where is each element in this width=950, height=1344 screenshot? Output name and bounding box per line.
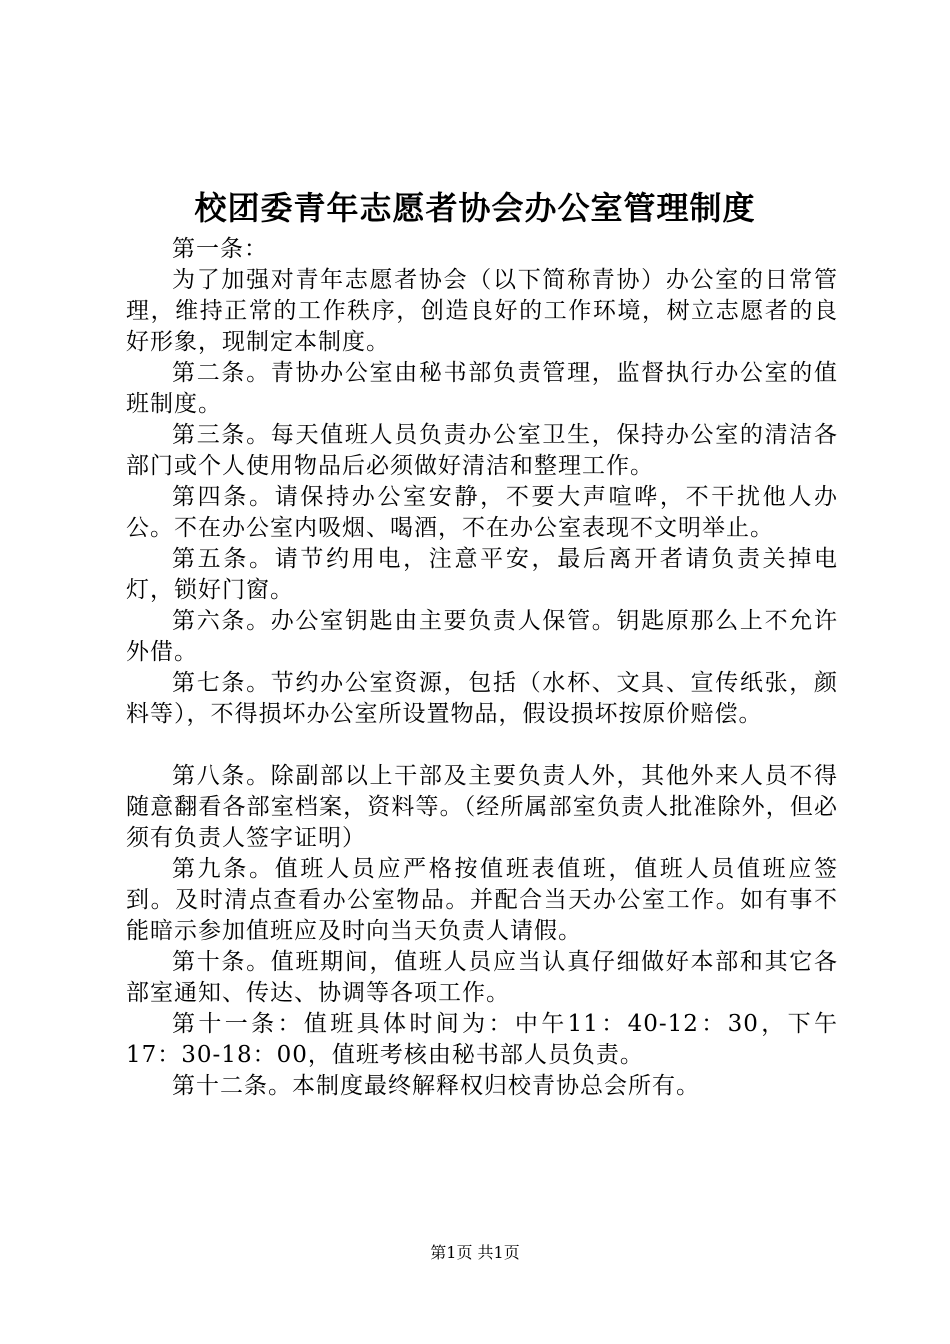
article-9: 第九条。值班人员应严格按值班表值班，值班人员值班应签到。及时清点查看办公室物品。并配合当天办公室工作。如有事不能暗示参加值班应及时向当天负责人请假。	[126, 856, 838, 944]
article-10: 第十条。值班期间，值班人员应当认真仔细做好本部和其它各部室通知、传达、协调等各项工作。	[126, 949, 838, 1006]
article-3: 第三条。每天值班人员负责办公室卫生，保持办公室的清洁各部门或个人使用物品后必须做好清洁和整理工作。	[126, 422, 838, 479]
article-6: 第六条。办公室钥匙由主要负责人保管。钥匙原那么上不允许外借。	[126, 608, 838, 665]
article-11: 第十一条：值班具体时间为：中午11：40-12：30，下午17：30-18：00，值班考核由秘书部人员负责。	[126, 1011, 838, 1068]
article-2: 第二条。青协办公室由秘书部负责管理，监督执行办公室的值班制度。	[126, 360, 838, 417]
article-4: 第四条。请保持办公室安静，不要大声喧哗，不干扰他人办公。不在办公室内吸烟、喝酒，不在办公室表现不文明举止。	[126, 484, 838, 541]
article-5: 第五条。请节约用电，注意平安，最后离开者请负责关掉电灯，锁好门窗。	[126, 546, 838, 603]
page-number: 第1页 共1页	[430, 1243, 520, 1262]
article-1-text: 为了加强对青年志愿者协会（以下简称青协）办公室的日常管理，维持正常的工作秩序，创造良好的工作环境，树立志愿者的良好形象，现制定本制度。	[126, 267, 838, 355]
article-7: 第七条。节约办公室资源，包括（水杯、文具、宣传纸张，颜料等），不得损坏办公室所设置物品，假设损坏按原价赔偿。	[126, 670, 838, 727]
document-title: 校团委青年志愿者协会办公室管理制度	[194, 189, 756, 227]
document-body	[126, 234, 838, 1102]
article-1-heading: 第一条：	[172, 236, 268, 262]
article-12: 第十二条。本制度最终解释权归校青协总会所有。	[172, 1073, 700, 1099]
article-8: 第八条。除副部以上干部及主要负责人外，其他外来人员不得随意翻看各部室档案，资料等。（经所属部室负责人批准除外，但必须有负责人签字证明）	[126, 763, 838, 851]
